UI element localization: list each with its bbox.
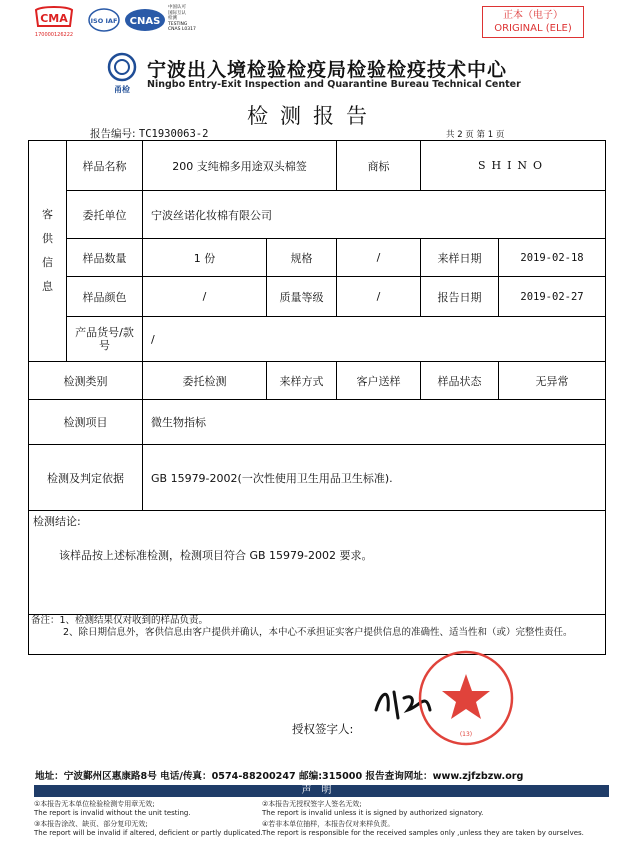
spec-value: / xyxy=(337,239,421,277)
sample-name: 200 支纯棉多用途双头棉签 xyxy=(143,141,337,191)
remark-line-2: 2、除日期信息外，客供信息由客户提供并确认，本中心不承担证实客户提供信息的准确性、适当性和（或）完整性责任。 xyxy=(63,627,573,638)
org-name-cn: 宁波出入境检验检疫局检验检疫技术中心 xyxy=(147,59,508,81)
sampling-label: 来样方式 xyxy=(267,362,337,400)
declaration-bar: 声明 xyxy=(34,785,609,797)
cnas-text: 中国认可 国际互认 检测 TESTING CNAS L0317 xyxy=(168,5,196,32)
client-label: 委托单位 xyxy=(67,191,143,239)
brand-logo: SHINO xyxy=(421,141,606,191)
test-category-label: 检测类别 xyxy=(29,362,143,400)
arrival-date-label: 来样日期 xyxy=(421,239,499,277)
brand-label: 商标 xyxy=(337,141,421,191)
test-items: 微生物指标 xyxy=(143,400,606,445)
grade-label: 质量等级 xyxy=(267,277,337,317)
footer-note-3: ③本报告涂改、缺页、部分复印无效; The report will be invalid if altered, deficient or partly duplicated. xyxy=(34,820,263,837)
page-count: 共 2 页 第 1 页 xyxy=(446,130,505,140)
arrival-date: 2019-02-18 xyxy=(499,239,606,277)
svg-text:CNAS: CNAS xyxy=(129,16,161,27)
report-table xyxy=(28,140,606,655)
remark-line-1: 备注：1、检测结果仅对收到的样品负责。 xyxy=(31,615,209,626)
original-stamp: 正本（电子） ORIGINAL (ELE) xyxy=(482,6,584,38)
sampling-method: 客户送样 xyxy=(337,362,421,400)
footer-note-2: ②本报告无授权签字人签名无效; The report is invalid unless it is signed by authorized signatory. xyxy=(262,800,484,817)
spec-label: 规格 xyxy=(267,239,337,277)
report-date-label: 报告日期 xyxy=(421,277,499,317)
item-no-label: 产品货号/款号 xyxy=(67,317,143,362)
cma-code: 170000126222 xyxy=(34,32,74,38)
sample-state: 无异常 xyxy=(499,362,606,400)
cnas-logo xyxy=(124,8,166,32)
cma-logo xyxy=(34,6,74,38)
iso-logo xyxy=(88,8,120,32)
signature-label: 授权签字人: xyxy=(292,722,354,736)
test-basis-label: 检测及判定依据 xyxy=(29,445,143,511)
report-title: 检测报告 xyxy=(247,104,379,128)
org-emblem: 甬检 xyxy=(106,52,138,92)
official-seal xyxy=(416,648,516,752)
test-items-label: 检测项目 xyxy=(29,400,143,445)
conclusion-cell xyxy=(29,511,606,615)
test-basis: GB 15979-2002(一次性使用卫生用品卫生标准). xyxy=(143,445,606,511)
footer-address: 地址：宁波鄞州区惠康路8号 电话/传真：0574-88200247 邮编:315000 报告查询网址：www.zjfzbzw.org xyxy=(35,771,524,782)
svg-text:ISO IAF: ISO IAF xyxy=(90,17,118,25)
svg-text:CMA: CMA xyxy=(40,12,68,25)
report-number: 报告编号: TC1930063-2 xyxy=(90,128,209,140)
report-date: 2019-02-27 xyxy=(499,277,606,317)
color-value: / xyxy=(143,277,267,317)
conclusion-text: 该样品按上述标准检测，检测项目符合 GB 15979-2002 要求。 xyxy=(59,549,373,562)
org-name-en: Ningbo Entry-Exit Inspection and Quarantine Bureau Technical Center xyxy=(147,79,521,90)
sample-name-label: 样品名称 xyxy=(67,141,143,191)
client-name: 宁波丝诺化妆棉有限公司 xyxy=(143,191,606,239)
item-no-value: / xyxy=(143,317,606,362)
conclusion-label: 检测结论: xyxy=(33,515,81,528)
client-info-side-label: 客 供 信 息 xyxy=(29,141,67,362)
grade-value: / xyxy=(337,277,421,317)
color-label: 样品颜色 xyxy=(67,277,143,317)
footer-note-1: ①本报告无本单位检验检测专用章无效; The report is invalid without the unit testing. xyxy=(34,800,191,817)
footer-note-4: ④若非本单位抽样，本报告仅对来样负责。 The report is responsible for the received samples only ,unless they are taken by ourselves. xyxy=(262,820,584,837)
sample-state-label: 样品状态 xyxy=(421,362,499,400)
remarks-cell xyxy=(29,615,606,655)
svg-text:(13): (13) xyxy=(459,731,473,738)
quantity-value: 1 份 xyxy=(143,239,267,277)
test-category: 委托检测 xyxy=(143,362,267,400)
quantity-label: 样品数量 xyxy=(67,239,143,277)
